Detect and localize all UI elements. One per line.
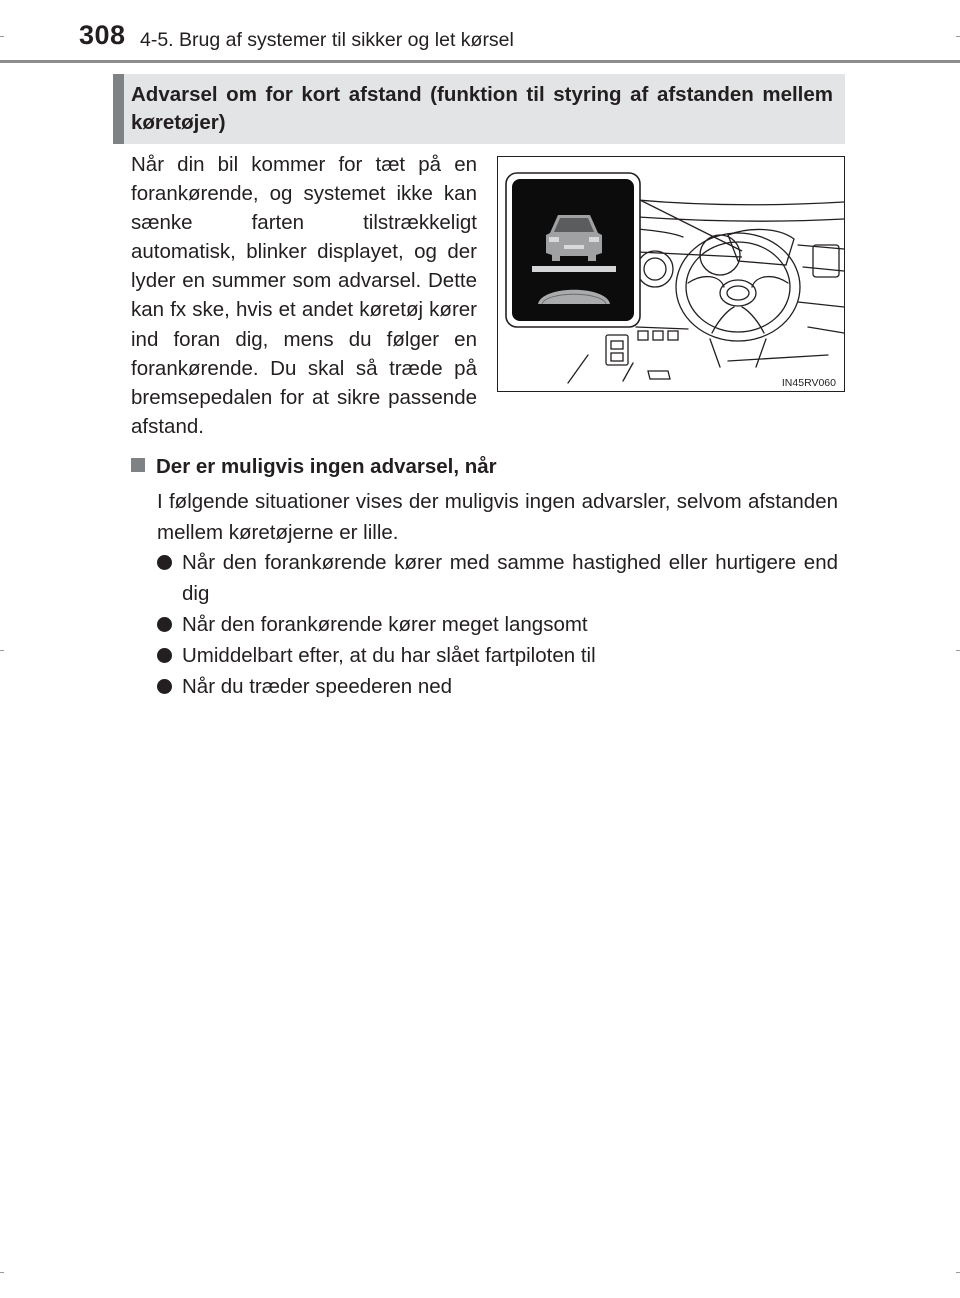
crop-mark xyxy=(956,1272,960,1273)
list-item xyxy=(157,640,838,671)
list-item-text: Når du træder speederen ned xyxy=(182,675,453,698)
intro-paragraph: Når din bil kommer for tæt på en forankørende, og systemet ikke kan sænke farten tilstrækkeligt automatisk, blinker displayet, og der lyder en summer som advarsel. Dette kan fx ske, hvis et andet køretøj kører ind foran dig, mens du følger en forankørende. Du skal så træde på bremsepedalen for at sikre passende afstand. xyxy=(131,153,477,438)
bullet-dot-icon xyxy=(157,555,172,570)
page-number: 308 xyxy=(79,20,126,50)
list-item-text: Umiddelbart efter, at du har slået fartpiloten til xyxy=(182,644,596,667)
condition-list xyxy=(157,547,838,702)
bullet-dot-icon xyxy=(157,679,172,694)
crop-mark xyxy=(0,36,4,37)
list-item-text: Når den forankørende kører med samme hastighed eller hurtigere end dig xyxy=(182,551,838,605)
crop-mark xyxy=(956,36,960,37)
list-item xyxy=(157,547,838,609)
crop-mark xyxy=(0,1272,4,1273)
section-title-accent-bar xyxy=(113,74,124,144)
bullet-dot-icon xyxy=(157,617,172,632)
subsection-heading-text: Der er muligvis ingen advarsel, når xyxy=(156,455,497,478)
section-title: Advarsel om for kort afstand (funktion til styring af afstanden mellem køretøjer) xyxy=(131,83,833,134)
chapter-title: 4-5. Brug af systemer til sikker og let kørsel xyxy=(140,29,514,51)
bullet-dot-icon xyxy=(157,648,172,663)
list-item xyxy=(157,609,838,640)
subsection-heading xyxy=(131,455,497,479)
list-item xyxy=(157,671,838,702)
header-rule xyxy=(0,60,960,63)
dashboard-illustration xyxy=(498,157,844,391)
square-bullet-icon xyxy=(131,458,145,472)
subsection-body: I følgende situationer vises der muligvis ingen advarsler, selvom afstanden mellem køretøjerne er lille. xyxy=(157,490,838,544)
crop-mark xyxy=(0,650,4,651)
figure-code: IN45RV060 xyxy=(781,377,836,389)
dashboard-figure xyxy=(497,156,845,392)
crop-mark xyxy=(956,650,960,651)
vehicle-distance-warning-icon xyxy=(506,173,640,327)
list-item-text: Når den forankørende kører meget langsomt xyxy=(182,613,588,636)
